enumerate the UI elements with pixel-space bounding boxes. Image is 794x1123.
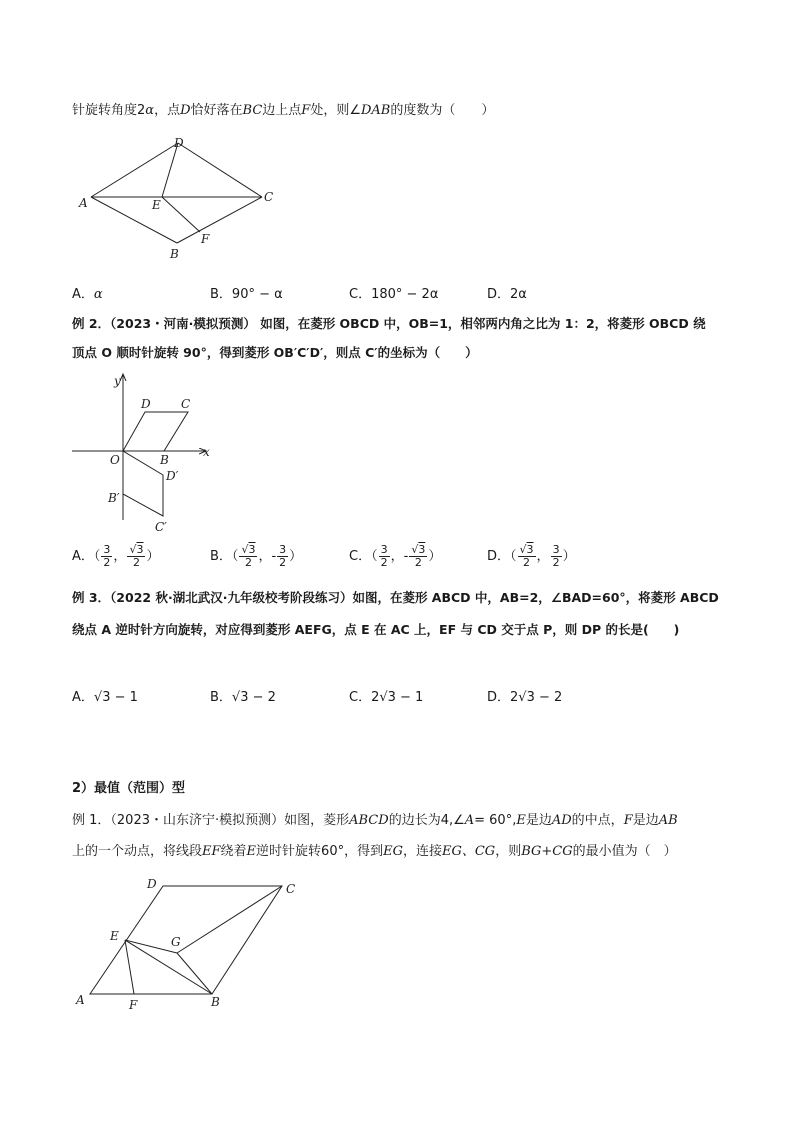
ex4-e: E [516,813,526,828]
fig2-label-d: D [141,397,151,411]
ex4-text-10: ，连接 [402,844,442,859]
intro-text-5: 处，则∠ [310,103,361,118]
ex4-e-2: E [246,844,257,859]
fig2-label-c-prime: C′ [155,520,167,534]
comma: ， [390,549,404,564]
option-value: √3 − 2 [231,690,276,705]
numerator: 3 [380,543,388,556]
ex4-bg-cg: BG+CG [521,844,573,859]
ex4-text-4: 是边 [525,813,552,828]
fig3-segment-eb [125,940,212,994]
fig2-label-x: x [203,445,210,459]
example-3-line-1: 例 3．（2022 秋·湖北武汉·九年级校考阶段练习）如图，在菱形 ABCD 中，AB=2，∠BAD=60°，将菱形 ABCD [72,590,719,605]
paren-close: ） [289,549,303,564]
ex4-text-11: ，则 [495,844,522,859]
fig1-label-a: A [79,196,88,210]
intro-text-6: 的度数为（ ） [390,103,495,118]
minus-sign: - [271,549,277,564]
fig2-label-c: C [181,397,191,411]
example-2-line-2: 顶点 O 顺时针旋转 90°，得到菱形 OB′C′D′，则点 C′的坐标为（ ） [72,345,478,360]
example-2-line-1: 例 2．（2023・河南·模拟预测） 如图，在菱形 OBCD 中，OB=1，相邻两内角之比为 1：2，将菱形 OBCD 绕 [72,316,706,331]
fig3-label-e: E [110,929,119,943]
option-label: C． [349,287,372,302]
ex4-text-5: 的中点， [571,813,624,828]
fig1-label-e: E [152,198,161,212]
numerator: 3 [552,543,560,556]
numerator: 3 [279,543,287,556]
ex4-f: F [623,813,633,828]
intro-text-1: 针旋转角度2 [72,103,146,118]
paren-open: （ [231,549,239,564]
fig3-segment-gb [177,953,212,994]
fig2-label-b-prime: B′ [108,491,120,505]
paren-open: （ [371,549,378,564]
option-value: 2α [510,287,527,302]
sqrt-sign: √ [411,543,419,556]
option-label: B． [210,690,232,705]
radicand: 3 [418,543,426,556]
ex4-text-3: = 60°, [474,813,517,828]
fig3-label-c: C [286,882,296,896]
example-3-line-2: 绕点 A 逆时针方向旋转，对应得到菱形 AEFG，点 E 在 AC 上，EF 与 CD 交于点 P，则 DP 的长是( ) [72,622,680,637]
option-value: 90° − α [231,287,283,302]
paren-open: （ [93,549,101,564]
radicand: 3 [526,543,534,556]
fig2-label-d-prime: D′ [166,469,179,483]
numerator: 3 [103,543,111,556]
option-value: 2√3 − 2 [510,690,563,705]
option-label: D． [487,690,511,705]
intro-text-4: 边上点 [262,103,302,118]
ex4-ef: EF [202,844,221,859]
intro-text-2: ，点 [154,103,181,118]
denominator: 2 [279,556,287,569]
denominator: 2 [552,556,560,569]
denominator: 2 [244,556,252,569]
option-label: A． [72,690,94,705]
ex4-text-2: 的边长为4,∠ [388,813,465,828]
option-label: A． [72,287,94,302]
denominator: 2 [132,556,140,569]
section-2-title: 2）最值（范围）型 [72,781,186,796]
ex4-eg: EG [383,844,403,859]
comma: ， [258,549,272,564]
fig3-label-f: F [129,998,138,1012]
fig3-label-a: A [76,993,85,1007]
paren-close: ） [562,549,576,564]
option-label: A． [72,549,94,564]
fig1-label-c: C [264,190,274,204]
fig3-segment-ef [125,940,134,994]
ex4-text-12: 的最小值为（ ） [572,844,677,859]
sqrt-sign: √ [519,543,527,556]
fig2-label-y: y [114,374,121,388]
ex4-eg-cg: EG、CG [441,844,496,859]
option-label: B． [210,287,232,302]
fig3-segment-gc [177,886,282,953]
fig3-label-b: B [211,995,220,1009]
intro-dab: DAB [360,103,391,118]
option-label: D． [487,287,511,302]
ex4-ad: AD [551,813,572,828]
fig1-label-b: B [170,247,179,261]
option-value: α [93,287,103,302]
intro-f: F [301,103,311,118]
fig2-label-o: O [110,453,120,467]
fig1-label-d: D [174,136,184,150]
comma: ， [113,549,127,564]
intro-bc: BC [242,103,263,118]
ex4-text-8: 绕着 [220,844,247,859]
option-label: B． [210,549,232,564]
option-label: C． [349,690,372,705]
fig3-label-d: D [147,877,157,891]
option-label: D． [487,549,511,564]
ex4-abcd: ABCD [349,813,389,828]
paren-close: ） [428,549,442,564]
sqrt-sign: √ [241,543,249,556]
paren-open: （ [510,549,517,564]
comma: ， [536,549,550,564]
paren-close: ） [146,549,160,564]
intro-text-3: 恰好落在 [190,103,243,118]
ex4-text-9: 逆时针旋转60°，得到 [256,844,384,859]
denominator: 2 [103,556,111,569]
ex4-ab: AB [658,813,678,828]
ex4-text-7: 上的一个动点，将线段 [72,844,203,859]
option-value: √3 − 1 [93,690,138,705]
minus-sign: - [403,549,409,564]
option-value: 180° − 2α [371,287,439,302]
fig2-label-b: B [160,453,169,467]
intro-alpha: α [145,103,155,118]
fig3-segment-eg [125,940,177,953]
option-value: 2√3 − 1 [371,690,424,705]
sqrt-sign: √ [129,543,137,556]
ex4-a: A [464,813,475,828]
radicand: 3 [136,543,144,556]
denominator: 2 [523,556,531,569]
radicand: 3 [248,543,256,556]
intro-d: D [180,103,191,118]
fig3-label-g: G [171,935,181,949]
ex4-text-6: 是边 [632,813,659,828]
denominator: 2 [414,556,422,569]
ex4-text-1: 例 1．（2023・山东济宁·模拟预测）如图，菱形 [72,813,350,828]
denominator: 2 [380,556,388,569]
fig1-label-f: F [201,232,210,246]
option-label: C． [349,549,372,564]
